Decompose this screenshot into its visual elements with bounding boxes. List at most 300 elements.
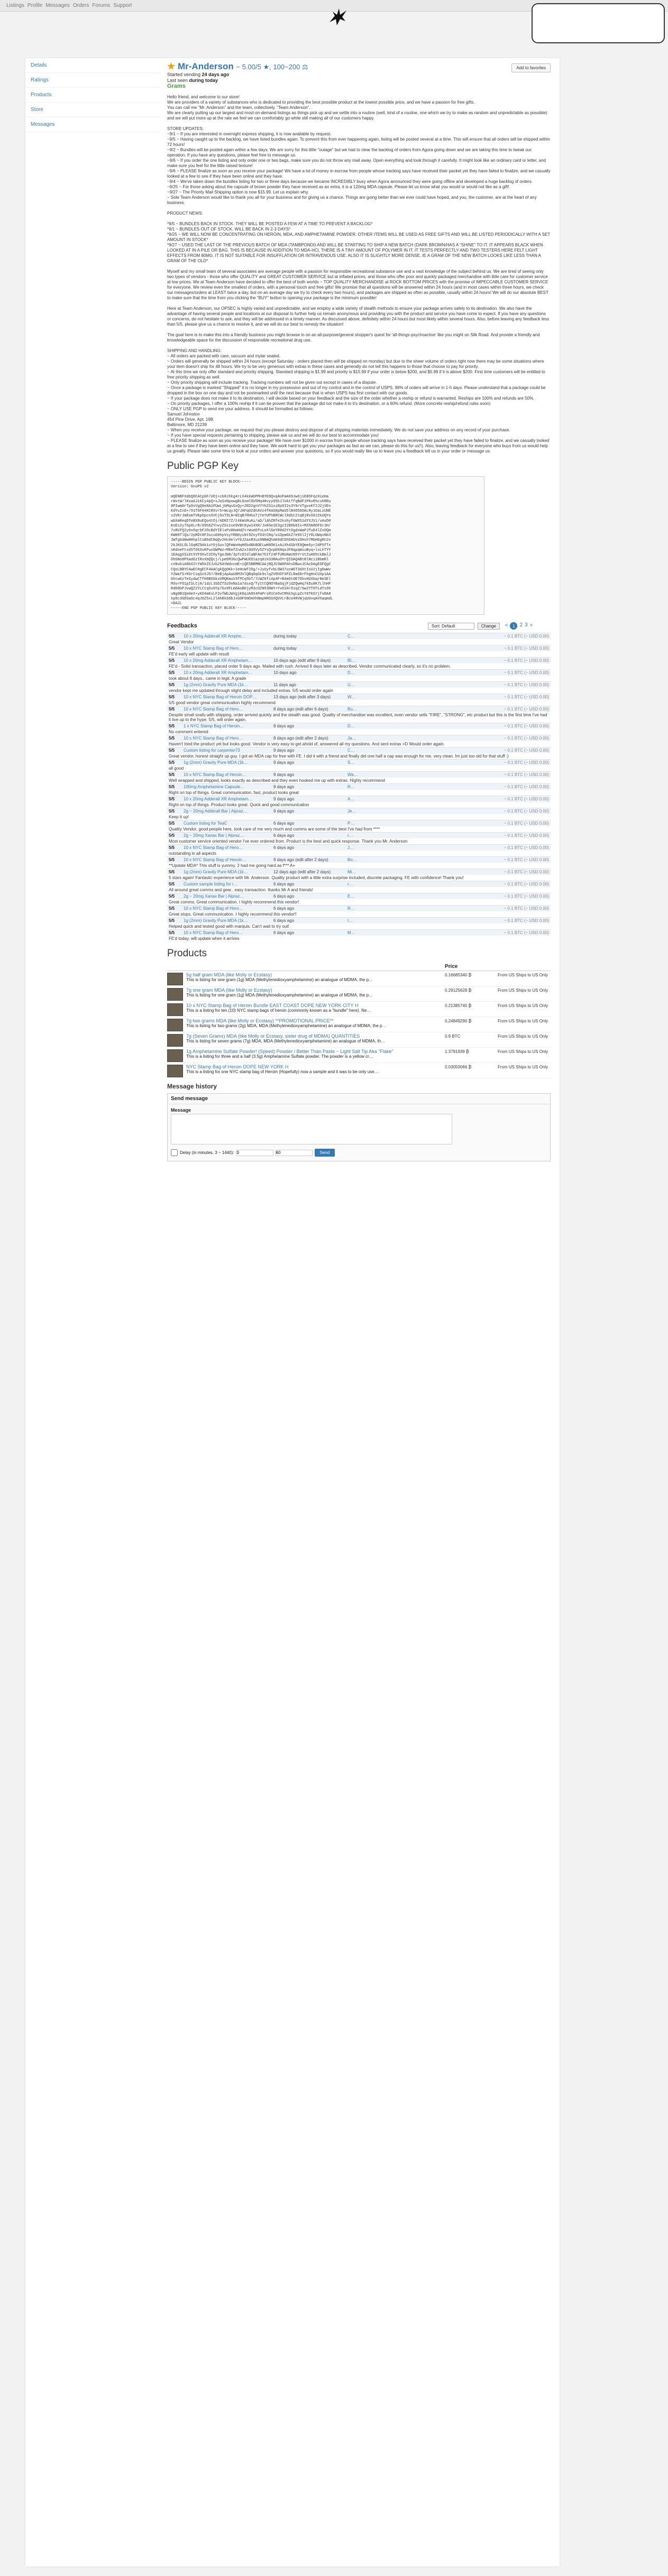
feedback-product[interactable]: 10 x NYC Stamp Bag of Hero… <box>182 930 272 936</box>
feedback-comment: Great Vendor <box>169 640 194 645</box>
product-name[interactable]: 7g two grams MDA (like Molly or Ecstasy) **PROMOTIONAL PRICE** <box>186 1018 334 1024</box>
feedback-score: 5/5 <box>167 706 182 713</box>
feedback-product[interactable]: 1g (2mm) Gravity Pure MDA (1k… <box>182 682 272 688</box>
page-3[interactable]: 3 <box>525 622 528 629</box>
feedback-score: 5/5 <box>167 857 182 863</box>
product-row[interactable] <box>167 986 551 1002</box>
feedback-comment: FE'd today, will update when it arrives <box>169 936 240 941</box>
vendor-page <box>25 58 560 2566</box>
feedback-comment: Great comms. Great communication. I highly recommend this vendor! <box>169 900 299 905</box>
product-price: 0.21385740 ₿ <box>445 1003 472 1009</box>
product-row[interactable] <box>167 1048 551 1063</box>
feedback-buyer[interactable]: Ja… <box>346 735 415 742</box>
feedback-when: during today <box>272 633 346 640</box>
started-label: Started vending <box>167 72 201 77</box>
product-price: 0.9 BTC <box>445 1034 461 1039</box>
product-row[interactable] <box>167 1032 551 1048</box>
product-desc: This is listing for one gram (1g) MDA (Methylenedioxyamphetamine) an analogue of MDMA, the p… <box>186 993 373 998</box>
feedback-when: 6 days ago <box>272 930 346 936</box>
product-shipping: From US Ships to US Only <box>498 973 548 978</box>
feedback-comment: FE'd - Solid transaction, placed order 9 days ago. Mailed with rush. Arrived 8 days later as described. Vendor communicated clearly, so it's no problem. <box>169 664 451 669</box>
feedback-buyer[interactable]: M… <box>346 930 415 936</box>
product-price: 0.03050066 ₿ <box>445 1065 472 1070</box>
product-desc-block <box>186 988 445 998</box>
delay-label: Delay (in minutes, 3 ~ 1440): <box>180 1150 234 1156</box>
feedback-row <box>167 658 551 664</box>
product-price: 0.16685340 ₿ <box>445 973 472 978</box>
feedback-product[interactable]: 1g (2mm) Gravity Pure MDA (1k… <box>182 869 272 875</box>
feedback-comment: Right on top of things. Great communication, fast, product looks great <box>169 790 299 796</box>
profile-text: Hello friend, and welcome to our store! We are providers of a variety of substances who is dedicated to providing the best possible product at the lowest possible price, and we have a passion for free gifts. You can call me "Mr. Anderson" and the team, collectively, "Team Anderson". We are clearly putting up our largest and most-on-demand listings as things pick up and we settle into a routine (well, kind of a routine, one which we try to make as random and unpredictable as possible) and we will put more up at the rate we feel we can comfortably go while still making all of our customers happy. STORE UPDATES: ~9/1 ~ If you are interested in overnight express shipping, it is now available by request. ~9/5 ~ Having caught up to the backlog, we have listed bundles again. To prevent this from ever happening again, listing will be posted several at a time. This will ensure that all orders will be shipped within 72 hours! ~9/2 ~ Bundles will be posted again within a few days. We are sorry for this little "outage" but we had to clear the backlog of orders from Agora going down and we are taking this time to tweak our operation. If you have any questions, please feel free to message us. ~9/6 ~ If you order the one listing and only order one or two bags, make sure you do not throw any mail away. Open everything and look through it carefully. It might look like an ordinary card or letter, and make sure you feel for the little raised texture! ~9/6 ~ PLEASE finalize as soon as you receive your package! We have a lot of money in escrow from people whose tracking says have received their packet yet they have failed to finalize, and we casually looked at a few to see if they have been online and they have. ~9/4 ~ We've taken down the bundles listing for two or three days because we became INCREDIBLY busy when Agora announced they were going offline and developed a huge backlog of orders. ~9/25 ~ For those asking about the capsule of brown powder they have received as an extra, it is a 120mg MDA capsule. Please let us know what you would or would not like as a gift! ~9/27 ~ The Priority Mail Shipping option is now $15.99. Let us explain why. ~ Sole Team Anderson would like to thank you all for your business and for giving us a chance. Things are going better than we ever could have hoped, and you, the customer, are at the heart of any business. PRODUCT NEWS: *9/5 ~ BUNDLES BACK IN STOCK. THEY WILL BE POSTED A FEW AT A TIME TO PREVENT A BACKLOG* *9/1 ~ BUNDLES OUT OF STOCK. WILL BE BACK IN 2-3 DAYS* *9/25 ~ WE WILL NOW BE CONCENTRATING ON HEROIN, MDA, AND AMPHETAMINE POWDER. OTHER ITEMS WILL BE USED AS FREE GIFTS AND WILL BE LISTED PERIODICALLY WITH A SET AMOUNT IN STOCK* *9/27 ~ USED THE LAST OF THE PREVIOUS BATCH OF MDA (TAMBPONDI) AND WILL BE STARTING TO SHIP A NEW BATCH (DARK BROWN/HAS A "SHINE" TO IT. IT APPEARS BLACK WHEN LOOKED AT IN A PILE OR BAG. THIS IS BECAUSE IN ADDITION TO MDA-HCl, THERE IS A TINY AMOUNT OF POLYMER IN IT. IT TESTS PERFECTLY AND TWO TESTERS HERE FELT LIGHT EFFECTS FROM 80MG. IT IS NOT SUITABLE FOR INSUFFLATION OR INTRAVENOUS USE. ALSO IT IS SLIGHTLY MORE DENSE, IE A GRAM OF THE NEW BATCH LOOKS LIKE LESS THAN A GRAM OF THE OLD* Myself and my small team of several associates are average people with a passion for responsible recreational substance use and a vast knowledge of the subject behind us. We are tired of seeing only two types of vendors - those who offer QUALITY and GREAT CUSTOMER SERVICE but at inflated prices, and those who offer poor and quickly packaged merchandise with little care for customer service at low prices. We at Team Anderson have decided to offer the best of both worlds ~ TOP QUALITY MERCHANDISE at ROCK BOTTOM PRICES with the promise of IMPECCABLE CUSTOMER SERVICE for everyone. We review even the smallest of orders, with a personal touch and free gifts! We promise that all questions will be answered within 24 hours (and in most cases within three hours, we check our messages/orders at LEAST twice a day, but on an average day we try to check every two hours), and packages are shipped as often as possible, usually within 24 hours! We will do our absolute BEST to make sure that the time from you clicking the "BUY" button to opening your package is the minimum possible! Here at Team Anderson, our OPSEC is highly varied and unpredictable, and we employ a wide variety of stealth methods to ensure your package arrives safely to its destination. We also have the advantage of having several people and locations at our disposal to further help us remain anonymous and providing you with the product and service you have come to expect. If you have any questions or concerns, do not hesitate to ask, and they will be addressed in a timely manner. As discussed above, definitely within 24 hours but most likely within several hours. Also, before leaving any feedback less than 5/5, please give us a chance to resolve it, and we will do our best to remedy the situation! The goal here is to make this into a friendly business you might browse in on an all-purpose/general shopper's quest for 'all-things-psychoactive' like you might on Silk Road. And provide a friendly and knowledgeable space for the discussion of responsible recreational drug use. SHIPPING AND HANDLING: ~ All orders are packed with care, vacuum and mylar sealed. ~ Orders will generally be shipped within 24 hours (except Saturday - orders placed then will be shipped on monday) but due to the sheer volume of orders right now there may be some situations where your item doesn't ship for 48 hours. We try to be very generous with extras in these cases and generally do not tell this happens to those that choose to pay for priority. ~ At this time we only offer standard and priority shipping. Standard shipping is $1.99 and priority is $15.99 if your order is below $200, and $5.99 if it is above $200. First time customers will be entitled to free priority shipping as well. ~ Only priority shipping will include tracking. Tracking numbers will not be given out except in cases of a dispute. ~ Once a package is marked "Shipped" it is no longer in my possession and out of my control and in the control of USPS. 99% of orders will arrive in 1-5 days. Please understand that a package could be dropped in the box on one day and not be postmarked until the next because that is when USPS has first contact with our goods. ~ If your package does not make it to its destination, I will decide based on your feedback and the size of the order whether a reship or refund is warranted. Reships are 100% and refunds are 50%. ~ On priority packages, I offer a 100% reship if it can be proven that the package did not make it to it's destination, or a 60% refund. (More concrete reship/refund rules soon) ~ ONLY USE PGP to send me your address. It should be formatted as follows: Samuel Johnston 454 Pine Drive, Apt. 19B Baltimore, MD 21239 ~ When you receive your package, we request that you please destroy and dispose of all shipping materials immediately. We do not save your address on any record of your purchase. ~ If you have special requests pertaining to shipping, please ask us and we will do our best to accommodate you! ~ PLEASE finalize as soon as you receive your package! We have over $1000 in escrow from people whose tracking says have received their packet yet they have failed to finalize, and we casually looked at a few to see if they have been online and they have. We work hard to get you your packages as fast as we can, please do this for us!!). Also, leaving feedback for everyone who buys from us would help us greatly. Please take some time to look at your orders and answer your questions, so if you would really like us to leave you a feedback tell us in your order or message us. <box>167 95 551 454</box>
feedback-product[interactable]: Custom listing for TeaC <box>182 820 272 827</box>
feedback-comment: 5/5 good vendor great communication highly recommend <box>169 700 276 706</box>
feedback-comment-row <box>167 700 551 706</box>
sidebar-item-products[interactable]: Products <box>25 88 160 103</box>
product-desc: This is listing for seven grams (7g) MDA, MDA (Methylenedioxyamphetamine) an analogue of MDMA, th… <box>186 1039 386 1044</box>
feedback-score: 5/5 <box>167 845 182 851</box>
feedback-title: Feedbacks <box>167 623 197 630</box>
feedback-when: 9 days ago <box>272 760 346 766</box>
grams-badge[interactable]: Grams <box>167 83 186 89</box>
product-price: 0.29125628 ₿ <box>445 988 472 993</box>
feedback-row <box>167 735 551 742</box>
product-shipping: From US Ships to US Only <box>498 1019 548 1024</box>
feedback-price: ~ 0.1 BTC (~ USD 0.00) <box>415 869 551 875</box>
feedback-row <box>167 833 551 839</box>
feedback-price: ~ 0.1 BTC (~ USD 0.00) <box>415 694 551 700</box>
feedback-comment-row <box>167 936 551 941</box>
delay-input-max[interactable] <box>276 1150 313 1156</box>
feedback-price: ~ 0.1 BTC (~ USD 0.00) <box>415 784 551 790</box>
feedback-comment-row <box>167 790 551 796</box>
feedback-score: 5/5 <box>167 747 182 754</box>
product-desc-block <box>186 973 445 982</box>
feedback-comment-row <box>167 688 551 694</box>
feedback-comment: Quality Vendor, good people here, took care of me very much and comms are some of the best I've had from **** <box>169 827 380 832</box>
feedback-row <box>167 670 551 676</box>
feedback-when: 8 days ago (edit after 6 days) <box>272 706 346 713</box>
feedback-when: 9 days ago <box>272 772 346 778</box>
feedback-comment-row <box>167 875 551 881</box>
delay-checkbox[interactable] <box>171 1149 178 1156</box>
feedback-comment-row <box>167 712 551 723</box>
feedback-score: 5/5 <box>167 682 182 688</box>
feedback-price: ~ 0.1 BTC (~ USD 0.00) <box>415 735 551 742</box>
nav-listings[interactable]: Listings <box>6 3 24 8</box>
feedback-price: ~ 0.1 BTC (~ USD 0.00) <box>415 820 551 827</box>
feedback-product[interactable]: 1g (2mm) Gravity Pure MDA (1k… <box>182 918 272 924</box>
feedback-comment-row <box>167 741 551 747</box>
bird-logo-icon[interactable] <box>327 6 349 27</box>
feedback-buyer[interactable]: U… <box>346 682 415 688</box>
feedback-buyer[interactable]: D… <box>346 723 415 730</box>
feedback-row <box>167 784 551 790</box>
feedback-buyer[interactable]: r… <box>346 833 415 839</box>
feedback-buyer[interactable]: C… <box>346 633 415 640</box>
product-shipping: From US Ships to US Only <box>498 1003 548 1009</box>
message-label: Message <box>171 1107 191 1113</box>
vendor-meta <box>167 72 551 89</box>
feedback-comment: Despite small snafu with shipping, order arrived quickly and the stealth was good. Quality of merchandise was excellent, even vendor sells "FIRE", "STRONG", etc product but this is the first time I've had it live up to the hype. 5/5, will order again. <box>169 713 547 723</box>
product-name[interactable]: 10 x NYC Stamp Bag of Heroin Bundle EAST COAST DOPE NEW YORK CITY H <box>186 1003 359 1009</box>
feedback-when: 12 days ago (edit after 2 days) <box>272 869 346 875</box>
product-row[interactable] <box>167 971 551 986</box>
feedback-score: 5/5 <box>167 670 182 676</box>
product-name[interactable]: 1g Amphetamine Sulfate Powder! (Speed) Powder / Better Than Paste ~ Light Salt Tip Aka "Flake" <box>186 1049 394 1055</box>
page-2[interactable]: 2 <box>519 622 523 629</box>
feedback-comment: FE'd early will update with result <box>169 652 230 657</box>
feedback-comment: No comment entered <box>169 730 208 735</box>
feedback-comment-row <box>167 778 551 784</box>
product-desc: This is a listing for one NYC stamp bag of Heroin (Hopefully) now a sample and it was to be only use… <box>186 1069 379 1075</box>
feedback-score: 5/5 <box>167 735 182 742</box>
feedback-buyer[interactable]: E… <box>346 893 415 900</box>
feedback-row <box>167 918 551 924</box>
feedback-comment: Well wrapped and shipped, looks exactly as described and they even hooked me up with extras. Highly recommend <box>169 778 385 783</box>
feedback-buyer[interactable]: r… <box>346 881 415 888</box>
feedback-product[interactable]: 10 x 20mg Adderall XR Amphetam… <box>182 670 272 676</box>
feedback-row <box>167 645 551 652</box>
feedback-when: 9 days ago <box>272 796 346 802</box>
feedback-comment-row <box>167 676 551 682</box>
feedback-comment-row <box>167 639 551 645</box>
nav-forums[interactable]: Forums <box>92 3 111 8</box>
feedback-score: 5/5 <box>167 633 182 640</box>
feedback-comment: outstanding in all aspects <box>169 851 216 856</box>
feedback-comment-row <box>167 851 551 857</box>
feedback-row <box>167 682 551 688</box>
feedback-comment-row <box>167 924 551 930</box>
feedback-score: 5/5 <box>167 760 182 766</box>
feedback-comment: All around great comms and gear.. easy transaction. thanks Mr A and friends! <box>169 888 314 893</box>
pagination <box>505 622 533 630</box>
feedback-when: 6 days ago <box>272 820 346 827</box>
feedback-buyer[interactable]: C… <box>346 747 415 754</box>
products-col-price: Price <box>445 964 458 970</box>
nav-support[interactable]: Support <box>113 3 132 8</box>
feedback-price: ~ 0.1 BTC (~ USD 0.00) <box>415 833 551 839</box>
send-message-title: Send message <box>168 1094 550 1104</box>
star-icon: ★ <box>167 61 176 71</box>
message-footer <box>168 1144 550 1161</box>
feedback-product[interactable]: 10 x NYC Stamp Bag of Hero… <box>182 645 272 652</box>
feedback-product[interactable]: 10 x NYC Stamp Bag of Hero… <box>182 735 272 742</box>
feedback-comment: took about 8 days.. came in legit. A grade <box>169 676 246 681</box>
feedback-when: 9 days ago <box>272 747 346 754</box>
product-shipping: From US Ships to US Only <box>498 1065 548 1070</box>
feedback-comment: Great vendor, honest straight up guy. I got an MDA cap for free with FE. I did it with a friend and finally did one half a cap was enough for me, very clean. Im just too old for that stuff :) <box>169 754 509 759</box>
sidebar <box>25 58 160 132</box>
feedback-comment-row <box>167 899 551 906</box>
feedback-row <box>167 772 551 778</box>
feedback-comment-row <box>167 863 551 869</box>
product-thumbnail[interactable] <box>167 1034 183 1047</box>
feedback-price: ~ 0.1 BTC (~ USD 0.00) <box>415 808 551 815</box>
feedback-buyer[interactable]: R… <box>346 784 415 790</box>
vendor-header <box>167 61 551 72</box>
product-desc-block <box>186 1019 445 1028</box>
feedback-price: ~ 0.1 BTC (~ USD 0.00) <box>415 645 551 652</box>
feedback-score: 5/5 <box>167 869 182 875</box>
feedback-buyer[interactable]: Bu… <box>346 706 415 713</box>
feedback-product[interactable]: 1 x NYC Stamp Bag of Heroin… <box>182 723 272 730</box>
feedback-row <box>167 694 551 700</box>
product-desc: This is listing for two grams (2g) MDA, MDA (Methylenedioxyamphetamine) an analogue of MDMA, the p… <box>186 1023 387 1029</box>
feedback-row <box>167 906 551 912</box>
change-button[interactable]: Change <box>478 623 500 630</box>
feedback-when: 9 days ago (edit after 2 days) <box>272 857 346 863</box>
feedback-price: ~ 0.1 BTC (~ USD 0.00) <box>415 658 551 664</box>
feedback-price: ~ 0.1 BTC (~ USD 0.00) <box>415 796 551 802</box>
feedback-score: 5/5 <box>167 694 182 700</box>
product-desc: This is a listing for ten (10) NYC stamp bags of heroin (commonly known as a "bundle" here). Ne… <box>186 1008 371 1013</box>
nav-messages[interactable]: Messages <box>45 3 70 8</box>
message-history-title: Message history <box>167 1083 217 1091</box>
product-thumbnail[interactable] <box>167 1003 183 1016</box>
feedback-comment-row <box>167 765 551 772</box>
feedback-product[interactable]: 10 x NYC Stamp Bag of Hero… <box>182 906 272 912</box>
product-name[interactable]: 7g one gram MDA (like Molly or Ecstasy) <box>186 987 272 993</box>
feedback-when: 6 days ago <box>272 918 346 924</box>
feedback-when: 9 days ago <box>272 784 346 790</box>
feedback-score: 5/5 <box>167 784 182 790</box>
feedback-price: ~ 0.1 BTC (~ USD 0.00) <box>415 881 551 888</box>
send-button[interactable]: Send <box>315 1149 335 1157</box>
feedback-score: 5/5 <box>167 820 182 827</box>
feedback-price: ~ 0.1 BTC (~ USD 0.00) <box>415 772 551 778</box>
feedback-product[interactable]: Custom listing for carpenter73 <box>182 747 272 754</box>
feedback-buyer[interactable]: W… <box>346 694 415 700</box>
feedback-comment: Great stops. Great communication. I highly recommend this vendor!! <box>169 912 297 917</box>
feedback-header <box>167 622 551 630</box>
feedback-when: 13 days ago (edit after 3 days) <box>272 694 346 700</box>
feedback-comment-row <box>167 814 551 820</box>
main-content <box>167 61 551 1161</box>
product-name[interactable]: NYC Stamp Bag of Heroin DOPE NEW YORK H <box>186 1064 289 1070</box>
add-to-favorites-button[interactable]: Add to favorites <box>511 63 551 72</box>
send-message-box <box>167 1093 551 1161</box>
feedback-row <box>167 869 551 875</box>
nav-orders[interactable]: Orders <box>72 3 89 8</box>
feedback-product[interactable]: 10 x 20mg Adderall XR Amphetam… <box>182 658 272 664</box>
feedback-when: 6 days ago <box>272 906 346 912</box>
feedback-comment-row <box>167 887 551 893</box>
feedback-comment-row <box>167 802 551 808</box>
feedback-buyer[interactable]: D… <box>346 670 415 676</box>
products-list <box>167 971 551 1078</box>
product-desc: This is listing for one gram (1g) MDA (Methylenedioxyamphetamine) an analogue of MDMA, the p… <box>186 977 373 983</box>
feedback-product[interactable]: Custom sample listing for r… <box>182 881 272 888</box>
feedback-when: 11 days ago <box>272 682 346 688</box>
feedback-row <box>167 723 551 730</box>
sidebar-item-ratings[interactable]: Ratings <box>25 73 160 88</box>
feedback-comment: Helped quick and tested good with marquis. Can't wait to try out! <box>169 924 289 929</box>
feedback-price: ~ 0.1 BTC (~ USD 0.00) <box>415 706 551 713</box>
product-thumbnail[interactable] <box>167 973 183 985</box>
feedback-price: ~ 0.1 BTC (~ USD 0.00) <box>415 918 551 924</box>
feedback-comment: vendor kept me updated through slight delay and included extras. 5/5 would order again <box>169 688 333 694</box>
product-price: 1.3791939 ₿ <box>445 1049 469 1055</box>
feedback-when: 6 days ago <box>272 881 346 888</box>
started-value: 24 days ago <box>202 72 230 77</box>
feedback-comment-row <box>167 651 551 658</box>
sort-select[interactable]: Sort: Default <box>428 623 474 630</box>
feedback-when: 10 days ago (edit after 9 days) <box>272 658 346 664</box>
feedback-product[interactable]: 10 x NYC Stamp Bag of Hero… <box>182 706 272 713</box>
feedback-product[interactable]: 100mg Amphetamine Capsule… <box>182 784 272 790</box>
feedback-row <box>167 930 551 936</box>
vendor-name[interactable]: Mr-Anderson <box>177 61 234 71</box>
feedback-when: 6 days ago <box>272 893 346 900</box>
sidebar-item-details[interactable]: Details <box>25 58 160 73</box>
pgp-key-block: -----BEGIN PGP PUBLIC KEY BLOCK----- Version: GnuPG v2 mQENBFXdbQ8CACpGF/UOj+cb8JXkg4rLX4kkWUPMnBYE8QvqAUFmA69Jw6jiEB5Fqz0ieHa rWvtW/lHxaAJiKCy4pQ+sJuSsNpowgBLGxeCOU5Mq4HvyyO5kJlVAtTfqBdF1PKvR5cshRRu 8PIwm0rTp9xVgQ9e8A1PUwLjbMqsGxQy+2ED2gnVYYh2S1xiRp9I2s3Y9rVTgvxKf2J2jVEn KdYuInG+/91f6F04KCRXvr5+WcqyJQ7JAFq0ZdhAVz4fKmS0pMaU5lB4O5GOALRy1OaLzUNE s2VKrJmEomTVKpOpcnXVCjOxT9LN+BIqB7RHhuTjYeYUPhB8CWcl9dbt2tqBjRvS8J2kUQYo wbXmReqDfeBX8uEQo4tOj/ADNI7Z/t4kWsRuAi/aD/lAhZRfe2kshyf6WX51dYXJVi/vAvD0 KnEs2y7hp8LrR/d9h6ZYnvyZSs1xe9VBt8ywI4XR/JxKGe1E3gzI2B0b6Ix+MX5N8OFGr3H/ 7xRUfQ2y0xOqrbF2OcBdYIElxPv8KmHdZtrWueDfnLoXlGeYR8d2YtOgdxWaPJfuE4lZx0Qm KWH8TlQo/2pMDt8F3scu60hpVsyYRB0yiNt9ZnyfD4tCRq/u1DpmGkZ7e9XlIjY8LOWqvNb3 JWfg6dHw0HhplCsB6dCNqQv2Hc0elvYbJ2axR3uz0NBmQhAK0dCGhDAbVzOHsh7MbHGgRn2v 2kJK6LOLlGqMZ9Ak1uY0jGuvlQFmWxHqH6b4BkBOELwH8OK1xAiXh4SbYE9Qme6yr2dP5fTx nKdoeFtxd5T6hXvKPuoSWPWz+MEmfZnA2xt0U5Vy5ZYsQvpEKNqoJFNqpqWiuByq+lxLhTYY 1EAqgXSi0t5YF9XvC3I0yTgeJN8/3pTcOIdlaNFAe7hIf24FfURUAWzN5YrVtZuH05tkBmlJ OhSNo8PXadGzIRxXbQQcj/Lpm5M3GcQwPWUXD1azq0ikG3RAuOYrQIDAQABtBlNci1BbmRl cnNvbiA8bXItYW5kZXJzb25AYWdvcmE+iQE5BBMBCAAjBQJV3W0PAhsDBwsJCAcDAgEGFQgC CQoLBBYCAwECHgECF4AACgkQg0Kk+1eHvWf2Dg/+JyUyfvbLOW37ucWGT3dXtIsU2jIg0wWv Y2WafS+M3rCsqSx5J57/BeBjApAaU8M3VlQBqOqGk9slqZVOhDfXPZLRmG8rFhgHnCUXp1AA Ghtw6zTeSydwCTfH9BSGkxUMQKmuV3fPCq5bT/7cWZ0fi4p4F+B4mOt0E7OkvHUXbqrNeSEl MSvrFO1pISLCjA/1dzL3SDZTSzOnNa1a7dsxQ/TyItCQNOYBaGqjFjdZQwHq7kDu8K7LlhHF RdD0bPJvwQZ2YLCtqSv0Yp7Gx9FLm6AoBHjyM3cDZN53RWY+YvO1HrOiqZ/6w2YT0TLdYs9h uNg0B1QeHeX+yKO4mKsLF2vfWbJmVgjK8qJA8X4FmPrsR1CeOvCMhk5gLpZcY6TKG7jfxRA8 kp0c3GDSaGc4qJGZ5xL2lAhRkS8bJxG0F6NOAXhBmpHRGSXQUVLrBcU4RVWjqUUvqAVXaqmdL =DA2L -----END PGP PUBLIC KEY BLOCK----- <box>167 476 484 615</box>
feedback-comment-row <box>167 838 551 845</box>
product-shipping: From US Ships to US Only <box>498 1049 548 1055</box>
feedback-score: 5/5 <box>167 930 182 936</box>
sidebar-item-store[interactable]: Store <box>25 103 160 117</box>
feedback-row <box>167 760 551 766</box>
product-desc-block <box>186 1065 445 1074</box>
products-header <box>167 964 551 971</box>
feedback-score: 5/5 <box>167 833 182 839</box>
feedback-score: 5/5 <box>167 881 182 888</box>
feedback-buyer[interactable]: Bl… <box>346 658 415 664</box>
feedback-score: 5/5 <box>167 808 182 815</box>
feedback-score: 5/5 <box>167 893 182 900</box>
feedback-comment-row <box>167 753 551 760</box>
feedback-price: ~ 0.1 BTC (~ USD 0.00) <box>415 633 551 640</box>
feedback-price: ~ 0.1 BTC (~ USD 0.00) <box>415 857 551 863</box>
product-row[interactable] <box>167 1002 551 1017</box>
feedback-buyer[interactable]: I… <box>346 918 415 924</box>
page-1[interactable]: 1 <box>510 622 517 630</box>
feedback-product[interactable]: 2g ~ 20mg Xanax Bar | Alpraz… <box>182 893 272 900</box>
product-shipping: From US Ships to US Only <box>498 1034 548 1039</box>
pgp-title: Public PGP Key <box>167 460 239 472</box>
feedback-comment: Right on top of things. Product looks great. Quick and good communication <box>169 802 309 808</box>
product-shipping: From US Ships to US Only <box>498 988 548 993</box>
products-col-name <box>167 964 445 970</box>
feedback-price: ~ 0.1 BTC (~ USD 0.00) <box>415 930 551 936</box>
product-name[interactable]: 5g half gram MDA (like Molly or Ecstasy) <box>186 972 272 978</box>
feedback-score: 5/5 <box>167 796 182 802</box>
feedback-buyer[interactable]: P… <box>346 820 415 827</box>
feedback-when: 10 days ago <box>272 670 346 676</box>
nav-profile[interactable]: Profile <box>27 3 43 8</box>
feedback-comment: all good <box>169 766 184 771</box>
delay-input-min[interactable] <box>236 1150 273 1156</box>
feedback-product[interactable]: 10 x NYC Stamp Bag of Heroin… <box>182 857 272 863</box>
feedback-product[interactable]: 2g ~ 20mg Xanax Bar | Alpraz… <box>182 833 272 839</box>
feedback-buyer[interactable]: Je… <box>346 808 415 815</box>
product-thumbnail[interactable] <box>167 1065 183 1077</box>
feedback-comment-row <box>167 911 551 918</box>
feedback-row <box>167 706 551 713</box>
vendor-stats: ~ 5.00/5 ★, 100~200 ⚖ <box>236 63 308 71</box>
product-row[interactable] <box>167 1017 551 1032</box>
feedback-product[interactable]: 10 x 20mg Adderall XR Amphetam… <box>182 796 272 802</box>
feedback-buyer[interactable]: J… <box>346 845 415 851</box>
feedback-table <box>167 633 551 941</box>
lastseen-label: Last seen <box>167 78 188 83</box>
sidebar-item-messages[interactable]: Messages <box>25 117 160 132</box>
feedback-comment-row <box>167 729 551 735</box>
feedback-score: 5/5 <box>167 918 182 924</box>
feedback-buyer[interactable]: A… <box>346 796 415 802</box>
feedback-comment: Keep it up! <box>169 815 189 820</box>
feedback-row <box>167 845 551 851</box>
feedback-buyer[interactable]: R… <box>346 906 415 912</box>
feedback-price: ~ 0.1 BTC (~ USD 0.00) <box>415 747 551 754</box>
message-textarea[interactable] <box>171 1114 452 1144</box>
feedback-row <box>167 857 551 863</box>
feedback-product[interactable]: 10 x NYC Stamp Bag of Heroin DOP… <box>182 694 272 700</box>
feedback-comment-row <box>167 826 551 833</box>
page-next[interactable]: » <box>529 622 533 629</box>
feedback-price: ~ 0.1 BTC (~ USD 0.00) <box>415 845 551 851</box>
feedback-row <box>167 808 551 815</box>
feedback-score: 5/5 <box>167 906 182 912</box>
feedback-comment-row <box>167 663 551 670</box>
feedback-buyer[interactable]: Wa… <box>346 772 415 778</box>
product-desc-block <box>186 1034 445 1044</box>
feedback-row <box>167 820 551 827</box>
product-thumbnail[interactable] <box>167 1019 183 1031</box>
feedback-buyer[interactable]: Mi… <box>346 869 415 875</box>
feedback-price: ~ 0.1 BTC (~ USD 0.00) <box>415 906 551 912</box>
product-desc-block <box>186 1049 445 1059</box>
feedback-buyer[interactable]: Bo… <box>346 857 415 863</box>
feedback-when: 6 days ago <box>272 833 346 839</box>
product-row[interactable] <box>167 1063 551 1078</box>
feedback-row <box>167 633 551 640</box>
feedback-score: 5/5 <box>167 723 182 730</box>
feedback-product[interactable]: 1g (2mm) Gravity Pure MDA (1k… <box>182 760 272 766</box>
product-desc: This is a listing for three and a half (3.5g) Amphetamine Sulfate powder. The powder is a yellow cr… <box>186 1054 373 1059</box>
top-right-box[interactable] <box>532 3 665 43</box>
feedback-comment: Most customer service oriented vendor I've ever ordered from. Product is the best and quick response. Thank you Mr. Anderson <box>169 839 408 844</box>
products-title: Products <box>167 948 207 959</box>
product-price: 0.24849290 ₿ <box>445 1019 472 1024</box>
feedback-product[interactable]: 10 x 20mg Adderall XR Amphe… <box>182 633 272 640</box>
feedback-row <box>167 881 551 888</box>
feedback-when: 9 days ago <box>272 808 346 815</box>
feedback-buyer[interactable]: V… <box>346 645 415 652</box>
feedback-comment: 5 stars again! Fantastic experience with Mr. Anderson. Quality product with a little extra surprise included, discrete packaging. FE with confidence! Thank you! <box>169 875 464 881</box>
product-thumbnail[interactable] <box>167 1049 183 1062</box>
feedback-product[interactable]: 10 x NYC Stamp Bag of Hero… <box>182 845 272 851</box>
feedback-when: 8 days ago (edit after 2 days) <box>272 735 346 742</box>
feedback-when: 6 days ago <box>272 845 346 851</box>
feedback-price: ~ 0.1 BTC (~ USD 0.00) <box>415 893 551 900</box>
feedback-score: 5/5 <box>167 658 182 664</box>
feedback-row <box>167 796 551 802</box>
feedback-buyer[interactable]: S… <box>346 760 415 766</box>
products-section <box>167 948 551 1078</box>
feedback-comment: **Update MDA* This stuff is yummy. 2 had me going hard as f*** A+ <box>169 863 296 869</box>
feedback-product[interactable]: 10 x NYC Stamp Bag of Heroin… <box>182 772 272 778</box>
product-thumbnail[interactable] <box>167 988 183 1001</box>
product-name[interactable]: 7g (Seven Grams) MDA (like Molly or Ecstasy, sister drug of MDMA) QUANTITIES <box>186 1033 360 1039</box>
feedback-row <box>167 893 551 900</box>
page-prev[interactable]: « <box>505 622 508 629</box>
feedback-price: ~ 0.1 BTC (~ USD 0.00) <box>415 682 551 688</box>
feedback-row <box>167 747 551 754</box>
feedback-product[interactable]: 2g ~ 20mg Adderall Bar | Alpraz… <box>182 808 272 815</box>
feedback-when: during today <box>272 645 346 652</box>
product-desc-block <box>186 1003 445 1013</box>
feedback-comment: Haven't tried the product yet but looks good. Vendor is very easy to get ahold of, answered all my questions. And sent extras =D Would order again. <box>169 742 445 747</box>
